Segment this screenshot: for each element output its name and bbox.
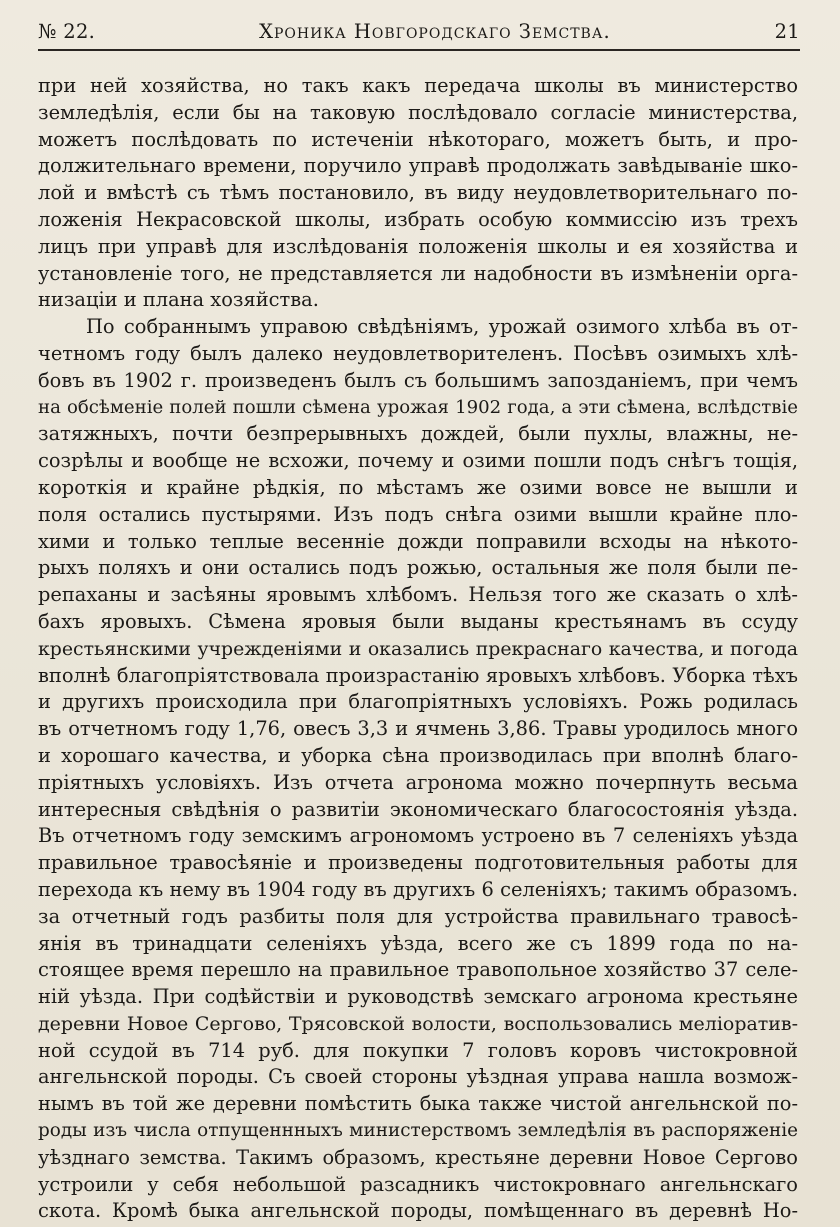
text-line: интересныя свѣдѣнія о развитіи экономическаго благосостоянія уѣзда. xyxy=(38,797,798,821)
text-line: созрѣлы и вообще не всхожи, почему и озими пошли подъ снѣгъ тощія, xyxy=(38,449,798,473)
issue-number: № 22. xyxy=(38,20,96,43)
text-line: янія въ тринадцати селеніяхъ уѣзда, всего же съ 1899 года по на- xyxy=(38,931,798,955)
text-line: перехода къ нему въ 1904 году въ другихъ 6 селеніяхъ; такимъ образомъ. xyxy=(38,877,798,901)
page-number: 21 xyxy=(774,20,800,43)
text-line: роды изъ числа отпущеннныхъ министерствомъ земледѣлія въ распоряженіе xyxy=(38,1120,798,1142)
text-line: земледѣлія, если бы на таковую послѣдовало согласіе министерства, xyxy=(38,100,798,124)
page-header xyxy=(38,20,800,51)
text-line: крестьянскими учрежденіями и оказались прекраснаго качества, и погода xyxy=(38,637,798,660)
text-line: короткія и крайне рѣдкія, по мѣстамъ же озими вовсе не вышли и xyxy=(38,475,798,499)
paragraph xyxy=(38,73,798,314)
text-line: вполнѣ благопріятствовала произрастанію яровыхъ хлѣбовъ. Уборка тѣхъ xyxy=(38,663,798,687)
text-line: репаханы и засѣяны яровымъ хлѣбомъ. Нельзя того же сказать о хлѣ- xyxy=(38,583,798,607)
text-line: ангельнской породы. Съ своей стороны уѣздная управа нашла возмож- xyxy=(38,1065,798,1089)
text-line: уѣзднаго земства. Такимъ образомъ, крестьяне деревни Новое Сергово xyxy=(38,1145,798,1169)
text-line: Въ отчетномъ году земскимъ агрономомъ устроено въ 7 селеніяхъ уѣзда xyxy=(38,824,798,848)
text-line: устроили у себя небольшой разсадникъ чистокровнаго ангельнскаго xyxy=(38,1172,798,1196)
text-line: поля остались пустырями. Изъ подъ снѣга озими вышли крайне пло- xyxy=(38,502,798,526)
text-line: должительнаго времени, поручило управѣ продолжать завѣдываніе шко- xyxy=(38,154,798,178)
text-line: деревни Новое Сергово, Трясовской волости, воспользовались меліоратив- xyxy=(38,1012,798,1035)
text-line: ній уѣзда. При содѣйствіи и руководствѣ земскаго агронома крестьяне xyxy=(38,985,798,1009)
text-line: можетъ послѣдовать по истеченіи нѣкотораго, можетъ быть, и про- xyxy=(38,127,798,151)
text-line: лицъ при управѣ для изслѣдованія положенія школы и ея хозяйства и xyxy=(38,234,798,258)
text-line: рыхъ поляхъ и они остались подъ рожью, остальныя же поля были пе- xyxy=(38,556,798,580)
text-line: за отчетный годъ разбиты поля для устройства правильнаго травосѣ- xyxy=(38,904,798,928)
text-line: скота. Кромѣ быка ангельнской породы, помѣщеннаго въ деревнѣ Но- xyxy=(38,1199,798,1223)
paragraph xyxy=(38,314,798,1225)
text-line: и хорошаго качества, и уборка сѣна производилась при вполнѣ благо- xyxy=(38,743,798,767)
text-line: По собраннымъ управою свѣдѣніямъ, урожай озимого хлѣба въ от- xyxy=(86,315,798,339)
text-line: четномъ году былъ далеко неудовлетворителенъ. Посѣвъ озимыхъ хлѣ- xyxy=(38,341,798,365)
text-line: низаціи и плана хозяйства. xyxy=(38,288,319,312)
text-line: на обсѣменіе полей пошли сѣмена урожая 1902 года, а эти сѣмена, вслѣдствіе xyxy=(38,396,798,418)
text-line: нымъ въ той же деревни помѣстить быка также чистой ангельнской по- xyxy=(38,1092,798,1116)
text-line: бовъ въ 1902 г. произведенъ былъ съ большимъ запозданіемъ, при чемъ xyxy=(38,368,798,392)
journal-title: Хроника Новгородскаго Земства. xyxy=(259,20,611,43)
text-line: затяжныхъ, почти безпрерывныхъ дождей, были пухлы, влажны, не- xyxy=(38,422,798,446)
text-line: установленіе того, не представляется ли надобности въ измѣненіи орга- xyxy=(38,261,798,285)
text-line: и другихъ происходила при благопріятныхъ условіяхъ. Рожь родилась xyxy=(38,690,798,714)
text-line: стоящее время перешло на правильное травопольное хозяйство 37 селе- xyxy=(38,958,798,982)
text-line: правильное травосѣяніе и произведены подготовительныя работы для xyxy=(38,851,798,875)
text-line: лой и вмѣстѣ съ тѣмъ постановило, въ виду неудовлетворительнаго по- xyxy=(38,181,798,205)
text-line: при ней хозяйства, но такъ какъ передача школы въ министерство xyxy=(38,74,798,97)
body-text xyxy=(38,73,798,1225)
text-line: ной ссудой въ 714 руб. для покупки 7 головъ коровъ чистокровной xyxy=(38,1038,798,1062)
text-line: хими и только теплые весенніе дожди поправили всходы на нѣкото- xyxy=(38,529,798,553)
text-line: въ отчетномъ году 1,76, овесъ 3,3 и ячмень 3,86. Травы уродилось много xyxy=(38,717,798,741)
text-line: ложенія Некрасовской школы, избрать особую коммиссію изъ трехъ xyxy=(38,207,798,231)
text-line: пріятныхъ условіяхъ. Изъ отчета агронома можно почерпнуть весьма xyxy=(38,770,798,794)
text-line: бахъ яровыхъ. Сѣмена яровыя были выданы крестьянамъ въ ссуду xyxy=(38,609,798,633)
